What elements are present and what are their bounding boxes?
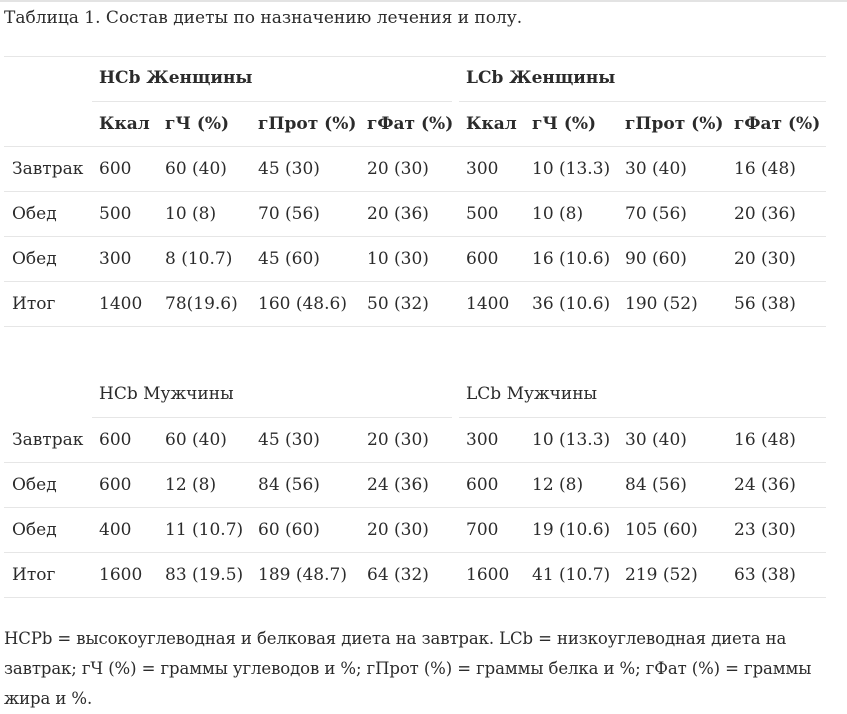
table-cell: 36 (10.6) bbox=[532, 294, 611, 314]
table-cell: 41 (10.7) bbox=[532, 565, 611, 585]
row-divider bbox=[4, 191, 826, 192]
table-cell: 20 (36) bbox=[367, 204, 429, 224]
row-divider bbox=[4, 281, 826, 282]
table-caption: Таблица 1. Состав диеты по назначению лечения и полу. bbox=[4, 8, 523, 28]
table-cell: 16 (10.6) bbox=[532, 249, 611, 269]
table-cell: 24 (36) bbox=[734, 475, 796, 495]
column-header: Ккал bbox=[466, 114, 517, 134]
table-cell: 50 (32) bbox=[367, 294, 429, 314]
row-divider bbox=[459, 101, 826, 102]
table-cell: 83 (19.5) bbox=[165, 565, 244, 585]
table-cell: 500 bbox=[466, 204, 499, 224]
table-cell: 70 (56) bbox=[625, 204, 687, 224]
table-cell: 19 (10.6) bbox=[532, 520, 611, 540]
men-lcb-group-header: LCb Мужчины bbox=[466, 384, 598, 404]
table-cell: 1600 bbox=[466, 565, 510, 585]
table-cell: 1400 bbox=[466, 294, 510, 314]
table-cell: 400 bbox=[99, 520, 132, 540]
column-header: гПрот (%) bbox=[625, 114, 724, 134]
row-divider bbox=[4, 507, 826, 508]
table-cell: 45 (30) bbox=[258, 430, 320, 450]
table-cell: 700 bbox=[466, 520, 499, 540]
table-cell: 600 bbox=[99, 475, 132, 495]
table-cell: 189 (48.7) bbox=[258, 565, 347, 585]
column-header: гФат (%) bbox=[734, 114, 821, 134]
table-cell: 12 (8) bbox=[532, 475, 584, 495]
table-cell: 1400 bbox=[99, 294, 143, 314]
table-cell: 600 bbox=[466, 249, 499, 269]
row-label: Итог bbox=[12, 565, 56, 585]
top-divider bbox=[0, 0, 847, 2]
row-divider bbox=[4, 552, 826, 553]
table-cell: 1600 bbox=[99, 565, 143, 585]
row-label: Итог bbox=[12, 294, 56, 314]
table-cell: 30 (40) bbox=[625, 430, 687, 450]
table-cell: 20 (30) bbox=[367, 159, 429, 179]
table-cell: 45 (60) bbox=[258, 249, 320, 269]
women-hcb-group-header: HCb Женщины bbox=[99, 68, 253, 88]
table-cell: 190 (52) bbox=[625, 294, 698, 314]
table-cell: 90 (60) bbox=[625, 249, 687, 269]
table-cell: 60 (60) bbox=[258, 520, 320, 540]
table-cell: 78(19.6) bbox=[165, 294, 238, 314]
row-label: Обед bbox=[12, 204, 57, 224]
column-header: гФат (%) bbox=[367, 114, 454, 134]
row-label: Обед bbox=[12, 520, 57, 540]
table-cell: 8 (10.7) bbox=[165, 249, 233, 269]
table-cell: 30 (40) bbox=[625, 159, 687, 179]
table-cell: 12 (8) bbox=[165, 475, 217, 495]
table-cell: 23 (30) bbox=[734, 520, 796, 540]
table-cell: 105 (60) bbox=[625, 520, 698, 540]
table-cell: 10 (13.3) bbox=[532, 159, 611, 179]
table-cell: 219 (52) bbox=[625, 565, 698, 585]
table-cell: 10 (8) bbox=[165, 204, 217, 224]
row-label: Завтрак bbox=[12, 430, 84, 450]
table-cell: 56 (38) bbox=[734, 294, 796, 314]
table-cell: 10 (13.3) bbox=[532, 430, 611, 450]
table-cell: 300 bbox=[466, 430, 499, 450]
table-cell: 60 (40) bbox=[165, 159, 227, 179]
table-cell: 20 (30) bbox=[734, 249, 796, 269]
row-divider bbox=[4, 146, 826, 147]
table-cell: 600 bbox=[99, 159, 132, 179]
row-divider bbox=[4, 597, 826, 598]
table-cell: 20 (36) bbox=[734, 204, 796, 224]
row-divider bbox=[459, 417, 826, 418]
table-cell: 63 (38) bbox=[734, 565, 796, 585]
table-cell: 70 (56) bbox=[258, 204, 320, 224]
table-cell: 16 (48) bbox=[734, 159, 796, 179]
column-header: гПрот (%) bbox=[258, 114, 357, 134]
table-footnote: HCPb = высокоуглеводная и белковая диета на завтрак. LCb = низкоуглеводная диета на завтрак; гЧ (%) = граммы углеводов и %; гПрот (%) = граммы белка и %; гФат (%) = граммы жира и %. bbox=[4, 629, 812, 708]
table-cell: 84 (56) bbox=[625, 475, 687, 495]
table-cell: 64 (32) bbox=[367, 565, 429, 585]
table-cell: 10 (8) bbox=[532, 204, 584, 224]
column-header: гЧ (%) bbox=[532, 114, 597, 134]
table-cell: 600 bbox=[99, 430, 132, 450]
column-header: Ккал bbox=[99, 114, 150, 134]
table-cell: 160 (48.6) bbox=[258, 294, 347, 314]
table-cell: 300 bbox=[99, 249, 132, 269]
row-divider bbox=[4, 56, 826, 57]
row-label: Завтрак bbox=[12, 159, 84, 179]
row-divider bbox=[92, 101, 452, 102]
table-cell: 20 (30) bbox=[367, 430, 429, 450]
row-divider bbox=[92, 417, 452, 418]
table-cell: 60 (40) bbox=[165, 430, 227, 450]
row-divider bbox=[4, 236, 826, 237]
men-hcb-group-header: HCb Мужчины bbox=[99, 384, 234, 404]
table-cell: 10 (30) bbox=[367, 249, 429, 269]
table-cell: 20 (30) bbox=[367, 520, 429, 540]
row-divider bbox=[4, 326, 826, 327]
row-divider bbox=[4, 462, 826, 463]
table-cell: 11 (10.7) bbox=[165, 520, 244, 540]
table-cell: 84 (56) bbox=[258, 475, 320, 495]
table-cell: 24 (36) bbox=[367, 475, 429, 495]
table-cell: 500 bbox=[99, 204, 132, 224]
row-label: Обед bbox=[12, 475, 57, 495]
women-lcb-group-header: LCb Женщины bbox=[466, 68, 616, 88]
table-cell: 600 bbox=[466, 475, 499, 495]
table-cell: 16 (48) bbox=[734, 430, 796, 450]
table-cell: 45 (30) bbox=[258, 159, 320, 179]
row-label: Обед bbox=[12, 249, 57, 269]
column-header: гЧ (%) bbox=[165, 114, 230, 134]
table-cell: 300 bbox=[466, 159, 499, 179]
